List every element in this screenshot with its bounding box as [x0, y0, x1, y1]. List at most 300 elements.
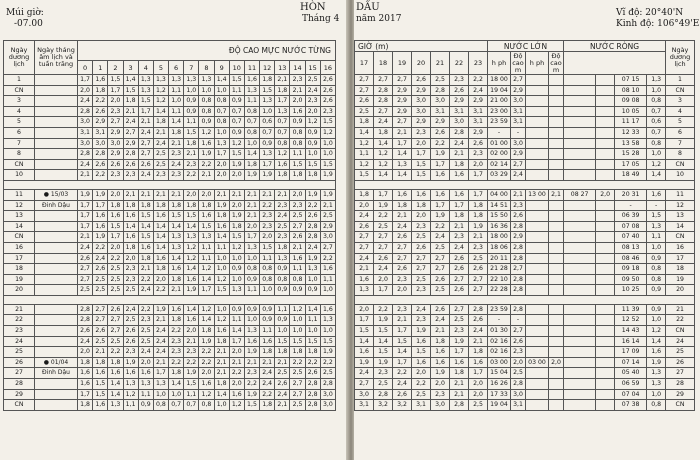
level-cell: 1,5 — [184, 127, 199, 138]
level-cell: 2,4 — [305, 242, 320, 253]
level-cell: 2,4 — [393, 221, 412, 232]
lunar-cell — [35, 117, 78, 128]
timezone-label: Múi giờ: — [6, 8, 44, 18]
level-cell: 1,9 — [260, 170, 275, 181]
lunar-cell — [35, 96, 78, 107]
high-tide-height: 2,8 — [511, 221, 526, 232]
high-tide-height: 2,8 — [511, 274, 526, 285]
day-cell: 8 — [4, 149, 35, 160]
lunar-cell — [35, 127, 78, 138]
level-cell: 1,2 — [305, 117, 320, 128]
level-cell: 2,1 — [290, 85, 305, 96]
high-tide-time — [526, 96, 549, 107]
lunar-cell — [35, 336, 78, 347]
level-cell: 3,0 — [450, 117, 469, 128]
level-cell: 1,6 — [93, 75, 108, 86]
level-cell: 2,0 — [229, 170, 244, 181]
level-cell: 2,4 — [275, 211, 290, 222]
level-cell: 2,1 — [244, 357, 259, 368]
level-cell: 2,1 — [138, 264, 153, 275]
hour-header: 4 — [138, 61, 153, 75]
day-cell: 17 — [666, 253, 695, 264]
high-tide-height: 2,1 — [549, 189, 564, 200]
level-cell: 2,6 — [123, 336, 138, 347]
table-row — [355, 96, 695, 107]
day-cell: 4 — [4, 106, 35, 117]
level-cell: 1,1 — [229, 85, 244, 96]
level-cell: 1,7 — [214, 149, 229, 160]
high-tide-time: 23 59 — [488, 304, 511, 315]
level-cell: 1,9 — [229, 211, 244, 222]
day-cell: 21 — [4, 304, 35, 315]
day-cell: CN — [4, 400, 35, 411]
level-cell: 1,5 — [320, 159, 335, 170]
high-tide-height — [549, 304, 564, 315]
level-cell: 1,5 — [290, 159, 305, 170]
level-cell: 2,1 — [169, 189, 184, 200]
high-tide-time: 23 59 — [488, 117, 511, 128]
level-cell: 2,1 — [153, 315, 168, 326]
hour-header: 21 — [431, 52, 450, 75]
level-cell: 0,9 — [138, 400, 153, 411]
level-cell: 2,2 — [320, 357, 335, 368]
level-cell: 1,3 — [214, 138, 229, 149]
level-cell: 2,1 — [153, 189, 168, 200]
water-level-table-right — [354, 40, 695, 411]
level-cell: 1,5 — [260, 242, 275, 253]
low-tide-height — [596, 315, 615, 326]
level-cell: 0,9 — [275, 285, 290, 296]
hour-header: 14 — [290, 61, 305, 75]
level-cell: 0,9 — [184, 96, 199, 107]
day-cell: 10 — [4, 170, 35, 181]
table-row — [355, 85, 695, 96]
level-cell: 1,5 — [305, 336, 320, 347]
level-cell: 3,0 — [431, 96, 450, 107]
level-cell: 1,8 — [199, 326, 214, 337]
level-cell: 2,3 — [184, 347, 199, 358]
high-tide-height: 2,7 — [511, 159, 526, 170]
level-cell: 2,4 — [138, 127, 153, 138]
level-cell: 1,9 — [244, 389, 259, 400]
level-cell: 2,1 — [199, 170, 214, 181]
level-cell: 2,3 — [412, 315, 431, 326]
low-tide-height: - — [647, 200, 666, 211]
level-cell: 2,1 — [184, 336, 199, 347]
level-cell: 2,6 — [431, 304, 450, 315]
high-tide-height: 2,7 — [511, 326, 526, 337]
lunar-cell — [35, 232, 78, 243]
high-tide-height: 2,3 — [511, 200, 526, 211]
low-tide-time — [564, 232, 596, 243]
level-cell: 2,5 — [123, 315, 138, 326]
level-cell: 1,3 — [305, 264, 320, 275]
high-tide-time — [526, 336, 549, 347]
level-cell: 1,4 — [138, 221, 153, 232]
level-cell: 2,1 — [214, 357, 229, 368]
level-cell: 1,0 — [214, 85, 229, 96]
low-tide-height: 1,6 — [647, 189, 666, 200]
level-cell: 2,3 — [169, 170, 184, 181]
level-cell: 2,2 — [138, 274, 153, 285]
level-cell: 2,2 — [199, 159, 214, 170]
low-tide-time: 18 49 — [614, 170, 646, 181]
level-cell: 1,5 — [355, 170, 374, 181]
high-tide-height: 3,1 — [511, 400, 526, 411]
day-cell: 6 — [4, 127, 35, 138]
level-cell: 1,7 — [229, 336, 244, 347]
low-tide-time — [564, 106, 596, 117]
low-tide-time — [564, 170, 596, 181]
station-title-left: HÒN — [300, 2, 326, 13]
level-cell: 1,6 — [320, 304, 335, 315]
table-row — [355, 75, 695, 86]
level-cell: 1,6 — [184, 315, 199, 326]
low-tide-height: 0,8 — [647, 96, 666, 107]
low-tide-time: 14 43 — [614, 326, 646, 337]
level-cell: 2,3 — [184, 159, 199, 170]
level-cell: 2,5 — [431, 242, 450, 253]
level-cell: 1,8 — [260, 400, 275, 411]
high-tide-time: 03 00 — [488, 357, 511, 368]
level-cell: 1,6 — [123, 232, 138, 243]
high-tide-height — [549, 347, 564, 358]
level-cell: 2,6 — [78, 253, 93, 264]
low-tide-height: 1,5 — [647, 211, 666, 222]
day-cell: CN — [666, 232, 695, 243]
high-tide-height: 2,3 — [511, 347, 526, 358]
level-cell: 2,6 — [431, 127, 450, 138]
level-cell: 2,8 — [305, 400, 320, 411]
level-cell: 1,7 — [78, 221, 93, 232]
high-tide-time: 18 06 — [488, 242, 511, 253]
lunar-cell — [35, 379, 78, 390]
level-cell: 1,9 — [78, 189, 93, 200]
level-cell: 2,4 — [305, 85, 320, 96]
low-tide-height: 1,3 — [647, 75, 666, 86]
level-cell: 2,5 — [108, 336, 123, 347]
level-cell: 2,1 — [450, 379, 469, 390]
level-cell: 2,3 — [123, 347, 138, 358]
high-tide-time: 19 04 — [488, 85, 511, 96]
table-row — [355, 304, 695, 315]
level-cell: 1,8 — [93, 357, 108, 368]
low-tide-height: 1,0 — [647, 242, 666, 253]
day-cell: 10 — [666, 170, 695, 181]
day-cell: 18 — [4, 264, 35, 275]
level-cell: 1,6 — [260, 336, 275, 347]
level-cell: 2,6 — [320, 96, 335, 107]
level-cell: 1,0 — [320, 149, 335, 160]
high-tide-height — [549, 336, 564, 347]
level-cell: 2,5 — [431, 75, 450, 86]
level-cell: 2,7 — [355, 232, 374, 243]
high-tide-time — [526, 221, 549, 232]
level-cell: 2,3 — [374, 368, 393, 379]
level-cell: 1,0 — [305, 274, 320, 285]
level-cell: 2,2 — [320, 253, 335, 264]
level-cell: 1,6 — [123, 368, 138, 379]
hour-header: 23 — [469, 52, 488, 75]
low-tide-height — [596, 85, 615, 96]
level-cell: 2,5 — [93, 336, 108, 347]
level-cell: 2,3 — [450, 326, 469, 337]
level-cell: 1,3 — [244, 85, 259, 96]
level-cell: 1,6 — [412, 336, 431, 347]
level-cell: 2,4 — [169, 159, 184, 170]
level-cell: 2,5 — [290, 400, 305, 411]
level-cell: 2,5 — [108, 274, 123, 285]
level-cell: 1,7 — [153, 368, 168, 379]
table-row — [4, 368, 336, 379]
level-cell: 2,9 — [93, 117, 108, 128]
height-subheader: Độ cao m — [512, 51, 524, 74]
low-tide-height: 1,0 — [647, 85, 666, 96]
level-cell: 2,9 — [393, 106, 412, 117]
separator-row — [4, 295, 336, 304]
low-tide-time: 12 33 — [614, 127, 646, 138]
day-cell: 3 — [4, 96, 35, 107]
low-tide-height — [596, 75, 615, 86]
level-cell: 2,7 — [355, 75, 374, 86]
high-tide-height — [549, 400, 564, 411]
level-cell: 2,3 — [169, 347, 184, 358]
level-cell: 1,1 — [199, 253, 214, 264]
level-cell: 1,4 — [355, 127, 374, 138]
day-cell: 20 — [666, 285, 695, 296]
level-cell: 2,5 — [108, 285, 123, 296]
high-tide-time: 02 16 — [488, 336, 511, 347]
level-cell: 2,1 — [229, 189, 244, 200]
lunar-cell — [35, 389, 78, 400]
level-cell: 1,4 — [169, 379, 184, 390]
level-cell: 1,2 — [184, 242, 199, 253]
level-cell: 1,8 — [305, 347, 320, 358]
level-cell: 1,1 — [214, 242, 229, 253]
high-tide-height — [549, 232, 564, 243]
level-cell: 1,9 — [123, 357, 138, 368]
level-cell: 2,9 — [450, 96, 469, 107]
low-tide-height — [596, 304, 615, 315]
high-tide-time: 15 50 — [488, 211, 511, 222]
level-cell: 2,4 — [138, 347, 153, 358]
level-cell: 2,5 — [275, 368, 290, 379]
low-tide-time: 06 39 — [614, 211, 646, 222]
level-cell: 1,9 — [199, 149, 214, 160]
level-cell: 2,1 — [431, 326, 450, 337]
high-tide-time — [526, 75, 549, 86]
level-cell: 1,0 — [244, 315, 259, 326]
level-cell: 2,2 — [374, 304, 393, 315]
table-row — [355, 159, 695, 170]
level-cell: 2,8 — [305, 389, 320, 400]
high-tide-time: 17 33 — [488, 389, 511, 400]
level-cell: 1,5 — [184, 211, 199, 222]
level-cell: 2,2 — [169, 357, 184, 368]
level-cell: 1,4 — [374, 138, 393, 149]
day-cell: 24 — [666, 336, 695, 347]
level-cell: 2,3 — [320, 106, 335, 117]
low-tide-time — [564, 285, 596, 296]
lunar-cell — [35, 138, 78, 149]
table-row — [4, 232, 336, 243]
day-cell: 16 — [666, 242, 695, 253]
level-cell: 1,7 — [469, 189, 488, 200]
level-cell: 1,6 — [78, 368, 93, 379]
level-cell: 1,7 — [108, 85, 123, 96]
level-cell: 2,6 — [108, 159, 123, 170]
level-cell: 2,1 — [169, 138, 184, 149]
level-cell: 2,6 — [450, 253, 469, 264]
level-cell: 1,4 — [153, 106, 168, 117]
level-cell: 2,0 — [305, 106, 320, 117]
hour-header: 11 — [244, 61, 259, 75]
level-cell: 1,5 — [93, 379, 108, 390]
level-cell: 1,1 — [355, 149, 374, 160]
level-cell: 1,9 — [431, 368, 450, 379]
level-cell: 2,1 — [275, 75, 290, 86]
level-cell: 2,6 — [93, 106, 108, 117]
low-tide-time — [564, 368, 596, 379]
level-cell: 3,1 — [431, 106, 450, 117]
level-cell: 2,8 — [374, 85, 393, 96]
level-cell: 1,4 — [169, 253, 184, 264]
level-cell: 1,7 — [469, 368, 488, 379]
level-cell: 2,8 — [431, 85, 450, 96]
level-cell: 2,5 — [431, 285, 450, 296]
month-label: Tháng 4 — [302, 14, 340, 24]
level-cell: 1,3 — [138, 85, 153, 96]
level-cell: 1,9 — [184, 368, 199, 379]
high-tide-height — [549, 149, 564, 160]
level-cell: 1,1 — [138, 389, 153, 400]
level-cell: 1,7 — [78, 211, 93, 222]
level-cell: 1,8 — [469, 211, 488, 222]
level-cell: 2,1 — [123, 106, 138, 117]
table-row — [355, 149, 695, 160]
table-row — [355, 253, 695, 264]
high-tide-time — [526, 304, 549, 315]
level-cell: 1,5 — [214, 285, 229, 296]
day-cell: 29 — [4, 389, 35, 400]
level-cell: 1,1 — [169, 106, 184, 117]
level-cell: 2,5 — [469, 400, 488, 411]
level-cell: 1,4 — [169, 117, 184, 128]
level-cell: 2,1 — [469, 232, 488, 243]
level-cell: 1,6 — [108, 368, 123, 379]
table-row — [4, 357, 336, 368]
level-cell: 1,8 — [123, 200, 138, 211]
level-cell: 2,4 — [260, 379, 275, 390]
level-cell: 1,7 — [108, 232, 123, 243]
low-tide-height — [596, 264, 615, 275]
level-cell: 1,6 — [244, 75, 259, 86]
high-tide-height — [549, 264, 564, 275]
level-cell: 2,1 — [214, 189, 229, 200]
level-cell: 1,8 — [214, 379, 229, 390]
low-tide-height: 1,3 — [647, 368, 666, 379]
level-cell: 2,1 — [214, 347, 229, 358]
hour-header: 8 — [199, 61, 214, 75]
level-cell: 1,5 — [275, 336, 290, 347]
high-tide-time: - — [488, 315, 511, 326]
low-tide-time: - — [614, 200, 646, 211]
level-cell: 3,1 — [355, 400, 374, 411]
level-cell: 1,3 — [169, 232, 184, 243]
low-tide-time: 20 31 — [614, 189, 646, 200]
table-row — [355, 347, 695, 358]
high-tide-time: 03 00 — [526, 357, 549, 368]
level-cell: 2,2 — [199, 347, 214, 358]
level-cell: 3,0 — [412, 106, 431, 117]
level-cell: 1,4 — [153, 221, 168, 232]
table-row — [4, 75, 336, 86]
table-row — [4, 274, 336, 285]
level-cell: 2,6 — [123, 326, 138, 337]
level-cell: 2,2 — [138, 304, 153, 315]
day-cell: CN — [4, 159, 35, 170]
level-cell: 1,2 — [229, 242, 244, 253]
low-tide-height — [596, 400, 615, 411]
level-cell: 3,1 — [450, 106, 469, 117]
level-cell: 0,8 — [244, 127, 259, 138]
level-cell: 1,8 — [169, 315, 184, 326]
level-cell: 2,3 — [431, 389, 450, 400]
high-tide-height: 2,4 — [511, 170, 526, 181]
level-cell: 2,0 — [290, 96, 305, 107]
day-column-header: Ngày dương lịch — [666, 41, 695, 75]
level-cell: 1,5 — [138, 232, 153, 243]
level-cell: 0,8 — [244, 106, 259, 117]
level-cell: 1,6 — [214, 221, 229, 232]
table-row — [355, 264, 695, 275]
high-tide-time — [526, 159, 549, 170]
level-cell: 2,8 — [78, 149, 93, 160]
level-cell: 2,7 — [374, 232, 393, 243]
level-cell: 1,8 — [412, 200, 431, 211]
level-cell: 2,6 — [393, 264, 412, 275]
level-cell: 2,5 — [153, 149, 168, 160]
level-cell: 2,3 — [169, 336, 184, 347]
level-cell: 2,4 — [374, 117, 393, 128]
low-tide-height: 2,0 — [596, 189, 615, 200]
level-cell: 0,9 — [260, 304, 275, 315]
day-cell: 25 — [666, 347, 695, 358]
level-cell: 2,3 — [244, 368, 259, 379]
level-cell: 0,8 — [199, 400, 214, 411]
level-cell: 2,4 — [93, 253, 108, 264]
level-cell: 2,2 — [260, 200, 275, 211]
level-cell: 1,3 — [355, 285, 374, 296]
day-cell: 26 — [4, 357, 35, 368]
level-cell: 1,6 — [214, 326, 229, 337]
level-cell: 1,3 — [169, 242, 184, 253]
level-cell: 1,8 — [199, 200, 214, 211]
level-cell: 0,8 — [214, 96, 229, 107]
level-cell: 2,8 — [305, 221, 320, 232]
high-tide-time: - — [488, 127, 511, 138]
level-cell: 2,0 — [244, 221, 259, 232]
low-tide-time — [564, 242, 596, 253]
level-cell: 0,9 — [184, 106, 199, 117]
level-cell: 1,9 — [355, 357, 374, 368]
level-cell: 2,2 — [199, 357, 214, 368]
level-cell: 1,5 — [412, 159, 431, 170]
low-tide-height: 0,7 — [647, 106, 666, 117]
level-cell: 2,5 — [320, 211, 335, 222]
level-cell: 0,9 — [305, 285, 320, 296]
level-cell: 2,2 — [184, 170, 199, 181]
